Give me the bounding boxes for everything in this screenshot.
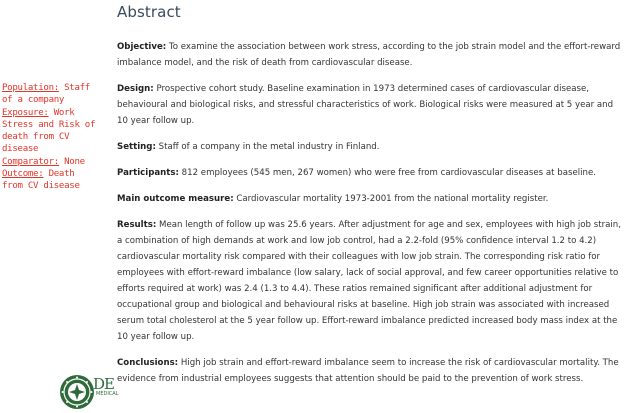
annotation-value: Work xyxy=(48,107,75,118)
annotation-row xyxy=(2,180,117,192)
pico-annotation xyxy=(2,82,117,193)
annotation-row xyxy=(2,94,117,106)
annotation-value: disease xyxy=(2,144,39,155)
results-paragraph xyxy=(117,217,624,345)
annotation-value: Death xyxy=(43,169,75,180)
seal-logo-icon xyxy=(57,373,97,411)
results-text: Mean length of follow up was 25.6 years. After adjustment for age and sex, employees with high job strain, a combination of high demands at work and low job control, had a 2.2-fold (95% confidence interval 1.2 to 4.2) cardiovascular mortality risk compared with their colleagues with low job strain. The corresponding risk ratio for employees with effort-reward imbalance (low salary, lack of social approval, and few career opportunities relative to efforts required at work) was 2.4 (1.3 to 4.4). These ratios remained significant after additional adjustment for occupational group and biological and behavioural risks at baseline. High job strain was associated with increased serum total cholesterol at the 5 year follow up. Effort-reward imbalance predicted increased body mass index at the 10 year follow up. xyxy=(117,220,621,342)
logo-text: DE xyxy=(93,375,114,393)
annotation-row xyxy=(2,119,117,131)
annotation-value: from CV disease xyxy=(2,181,80,192)
setting-paragraph xyxy=(117,139,624,155)
annotation-key: Population: xyxy=(2,83,59,93)
conclusions-paragraph xyxy=(117,355,624,387)
annotation-value: None xyxy=(58,156,85,167)
design-label: Design: xyxy=(117,84,154,94)
setting-label: Setting: xyxy=(117,142,156,152)
participants-text: 812 employees (545 men, 267 women) who were free from cardiovascular diseases at baseline. xyxy=(178,168,596,178)
abstract-heading: Abstract xyxy=(117,3,181,21)
participants-paragraph xyxy=(117,165,624,181)
annotation-value: of a company xyxy=(2,95,65,106)
annotation-key: Outcome: xyxy=(2,169,44,180)
objective-text: To examine the association between work stress, according to the job strain model and the effort-reward imbalance model, and the risk of death from cardiovascular disease. xyxy=(117,42,621,68)
logo-subtext: MEDICAL xyxy=(96,391,119,397)
annotation-value: death from CV xyxy=(2,132,70,143)
design-text: Prospective cohort study. Baseline examination in 1973 determined cases of cardiovascular disease, behavioural and biological risks, and stressful characteristics of work. Biological risks were measured at 5 year and 10 year follow up. xyxy=(117,84,614,126)
annotation-row xyxy=(2,156,117,168)
main-outcome-paragraph xyxy=(117,191,624,207)
objective-label: Objective: xyxy=(117,42,167,52)
participants-label: Participants: xyxy=(117,168,179,178)
objective-paragraph xyxy=(117,39,624,71)
annotation-key: Comparator: xyxy=(2,156,59,167)
annotation-row xyxy=(2,107,117,119)
annotation-row xyxy=(2,82,117,94)
annotation-row xyxy=(2,168,117,180)
abstract-body xyxy=(117,39,624,397)
results-label: Results: xyxy=(117,220,157,230)
annotation-key: Exposure: xyxy=(2,107,49,118)
annotation-row xyxy=(2,131,117,143)
main-outcome-text: Cardiovascular mortality 1973-2001 from the national mortality register. xyxy=(233,194,549,204)
annotation-value: Staff xyxy=(58,83,90,93)
annotation-value: Stress and Risk of xyxy=(2,119,96,130)
main-outcome-label: Main outcome measure: xyxy=(117,194,234,204)
conclusions-text: High job strain and effort-reward imbalance seem to increase the risk of cardiovascular mortality. The evidence from industrial employees suggests that attention should be paid to the prevention of work stress. xyxy=(117,358,619,384)
setting-text: Staff of a company in the metal industry in Finland. xyxy=(155,142,380,152)
annotation-row xyxy=(2,143,117,155)
conclusions-label: Conclusions: xyxy=(117,358,179,368)
design-paragraph xyxy=(117,81,624,129)
